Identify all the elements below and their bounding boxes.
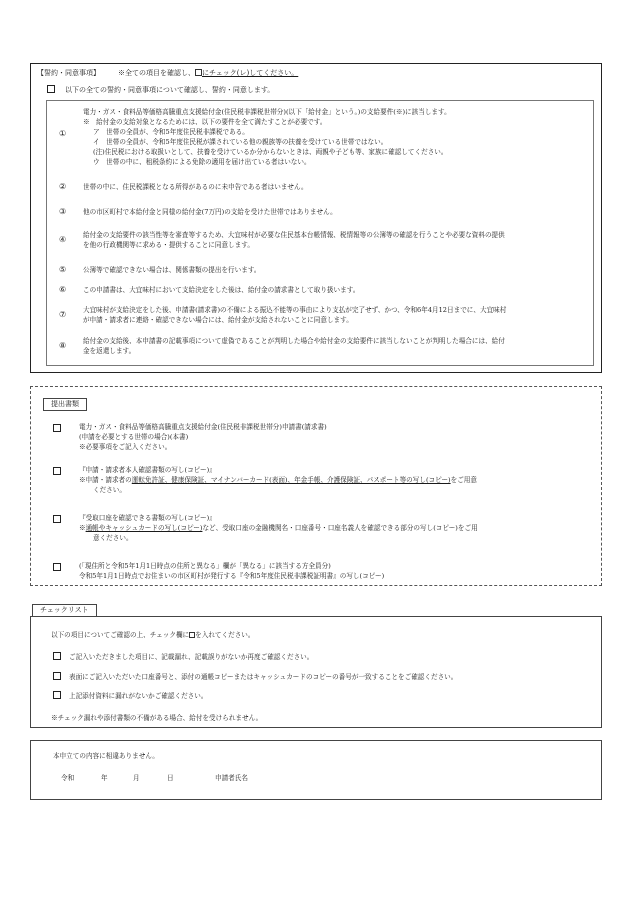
checklist-note: ※チェック漏れや添付書類の不備がある場合、給付を受けられません。: [51, 714, 263, 722]
oath-item-line: を他の行政機関等に求める・提供することに同意します。: [83, 241, 254, 249]
doc-line: 令和5年1月1日時点でお住まいの市区町村が発行する『令和5年度住民税非課税証明書』の写し(コピー): [79, 572, 385, 580]
declaration-section: [30, 740, 602, 800]
doc-line: [79, 523, 593, 533]
checklist-intro-post: を入れてください。: [195, 631, 255, 639]
oath-item-line: 他の市区町村で本給付金と同様の給付金(7万円)の支給を受けた世帯ではありません。: [83, 208, 337, 216]
doc-text: など、受取口座の金融機関名・口座番号・口座名義人を確認できる部分の写し(コピー)をご用: [202, 524, 478, 532]
oath-item-line: 電力・ガス・食料品等価格高騰重点支援給付金(住民税非課税世帯分)(以下「給付金」という。)の支給要件(※)に該当します。: [83, 108, 451, 116]
checklist-item: [53, 691, 207, 701]
oath-item-number: ⑤: [59, 265, 67, 274]
date-month-label: 月: [133, 774, 140, 782]
oath-item-line: 世帯の中に、住民税課税となる所得があるのに未申告である者はいません。: [83, 183, 308, 191]
doc-underlined-text: 通帳やキャッシュカードの写し(コピー): [85, 524, 203, 532]
doc-item-tax-certificate: [53, 561, 593, 583]
oath-item-number: ①: [59, 129, 67, 138]
checklist-item-label: 表面にご記入いただいた口座番号と、添付の通帳コピーまたはキャッシュカードのコピーの番号が一致することをご確認ください。: [69, 673, 458, 681]
oath-section: [30, 63, 602, 373]
oath-item-line: 給付金の支給要件の該当性等を審査等するため、大宜味村が必要な住民基本台帳情報、税情報等の公簿等の確認を行うことや必要な資料の提供: [83, 231, 505, 239]
doc-text: ※申請・請求者の: [79, 476, 132, 484]
applicant-name-label: 申請者氏名: [215, 774, 248, 782]
oath-item-line: この申請書は、大宜味村において支給決定をした後は、給付金の請求書として取り扱います。: [83, 286, 360, 294]
doc-item-application: [53, 422, 593, 454]
oath-item-number: ③: [59, 207, 67, 216]
oath-item-line: ※ 給付金の支給対象となるためには、以下の要件を全て満たすことが必要です。: [83, 118, 327, 126]
oath-item-line: (注)住民税における取扱いとして、扶養を受けているか分からないときは、両親や子ども等、家族に確認してください。: [93, 148, 448, 156]
checklist-item-label: 上記添付資料に漏れがないかご確認ください。: [69, 692, 208, 700]
oath-item-8: [47, 335, 593, 357]
declaration-text: 本申立ての内容に相違ありません。: [53, 752, 159, 760]
checklist-item-checkbox[interactable]: [53, 672, 61, 680]
oath-item-line: ア 世帯の全員が、令和5年度住民税非課税である。: [93, 128, 249, 136]
checklist-section: [30, 616, 602, 728]
oath-instruction-pre: ※全ての項目を確認し、: [118, 69, 195, 77]
oath-item-line: が申請・請求者に連絡・確認できない場合には、給付金が支給されないことに同意します。: [83, 316, 353, 324]
oath-item-line: 金を返還します。: [83, 347, 136, 355]
checklist-intro-pre: 以下の項目についてご確認の上、チェック欄に: [51, 631, 190, 639]
doc-line: ※必要事項をご記入ください。: [79, 443, 172, 451]
checklist-item: [53, 652, 313, 662]
oath-item-line: 給付金の支給後、本申請書の記載事項について虚偽であることが判明した場合や給付金の支給要件に該当しないことが判明した場合には、給付: [83, 337, 505, 345]
oath-header: [37, 69, 298, 78]
agree-all-checkbox[interactable]: [47, 85, 55, 93]
doc-line: 『申請・請求者本人確認書類の写し(コピー)』: [79, 466, 216, 474]
oath-item-number: ⑥: [59, 285, 67, 294]
oath-item-4: [47, 229, 593, 251]
documents-title: 提出書類: [43, 398, 87, 411]
doc-line: ください。: [93, 486, 126, 494]
oath-item-number: ②: [59, 182, 67, 191]
oath-items-box: [46, 100, 594, 366]
agree-all-label: 以下の全ての誓約・同意事項について確認し、誓約・同意します。: [65, 86, 275, 94]
doc-line: 意ください。: [93, 534, 133, 542]
checklist-item-label: ご記入いただきました項目に、記載漏れ、記載誤りがないか再度ご確認ください。: [69, 653, 314, 661]
oath-item-2: [47, 181, 593, 195]
oath-title: 【誓約・同意事項】: [37, 69, 100, 77]
oath-item-line: ウ 世帯の中に、租税条約による免除の適用を届け出ている者はいない。: [93, 158, 311, 166]
oath-item-3: [47, 206, 593, 220]
doc-item-identity: [53, 465, 593, 497]
checklist-intro: [51, 631, 254, 640]
doc-text: をご用意: [450, 476, 477, 484]
oath-item-line: イ 世帯の全員が、令和5年度住民税が課されている他の親族等の扶養を受けている世帯ではない。: [93, 138, 388, 146]
checklist-title: チェックリスト: [32, 604, 97, 617]
oath-item-number: ⑦: [59, 310, 67, 319]
doc-tax-certificate-checkbox[interactable]: [53, 563, 61, 571]
doc-text: ※: [79, 524, 86, 532]
checklist-item: [53, 672, 457, 682]
date-year-label: 年: [101, 774, 108, 782]
doc-line: [79, 475, 593, 485]
checkbox-sample-icon: [195, 69, 202, 76]
agree-all-row: [47, 85, 274, 95]
oath-item-line: 大宜味村が支給決定をした後、申請書(請求書)の不備による振込不能等の事由により支払が完了せず、かつ、令和6年4月12日までに、大宜味村: [83, 306, 507, 314]
oath-item-7: [47, 304, 593, 326]
doc-application-checkbox[interactable]: [53, 424, 61, 432]
checklist-item-checkbox[interactable]: [53, 691, 61, 699]
doc-underlined-text: 運転免許証、健康保険証、マイナンバーカード(表面)、年金手帳、介護保険証、パスポート等の写し(コピー): [131, 476, 451, 484]
doc-account-checkbox[interactable]: [53, 515, 61, 523]
oath-item-line: 公簿等で確認できない場合は、関係書類の提出を行います。: [83, 266, 261, 274]
oath-item-5: [47, 264, 593, 278]
oath-item-number: ⑧: [59, 341, 67, 350]
doc-item-account: [53, 513, 593, 545]
doc-line: (「現住所と令和5年1月1日時点の住所と異なる」欄が「異なる」に該当する方全員分): [79, 562, 331, 570]
date-era-label: 令和: [61, 774, 75, 782]
doc-line: (申請を必要とする世帯の場合)(本書): [79, 433, 189, 441]
oath-item-1: [47, 105, 593, 169]
oath-instruction-post: にチェック(レ)してください。: [202, 69, 299, 77]
doc-identity-checkbox[interactable]: [53, 467, 61, 475]
date-day-label: 日: [167, 774, 174, 782]
doc-line: 『受取口座を確認できる書類の写し(コピー)』: [79, 514, 216, 522]
oath-item-number: ④: [59, 235, 67, 244]
checklist-item-checkbox[interactable]: [53, 652, 61, 660]
oath-item-6: [47, 284, 593, 298]
documents-section: [30, 386, 602, 586]
doc-line: 電力・ガス・食料品等価格高騰重点支援給付金(住民税非課税世帯分)申請書(請求書): [79, 423, 327, 431]
